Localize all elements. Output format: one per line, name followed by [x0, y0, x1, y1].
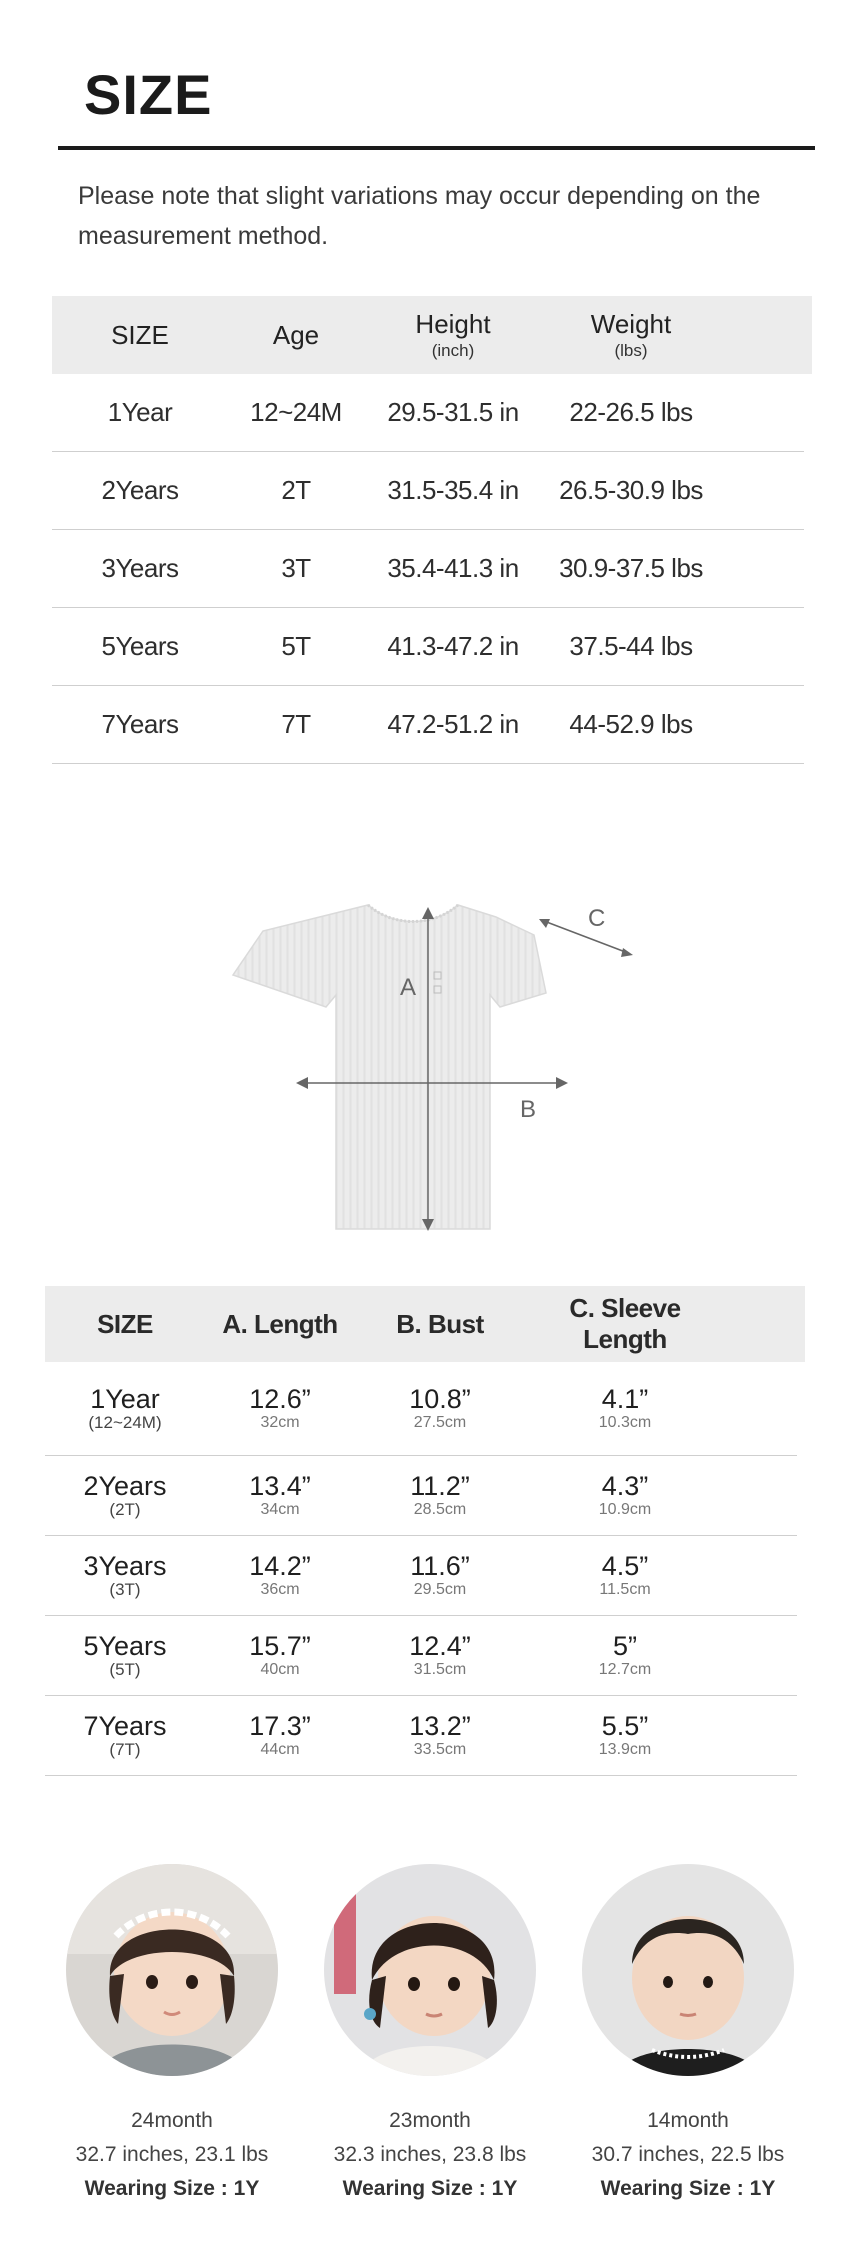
weight-cell: 22-26.5 lbs — [569, 397, 693, 427]
model-wearing-size: Wearing Size : 1Y — [84, 2177, 260, 2200]
header-sleeve-length: C. Sleeve Length — [569, 1293, 681, 1354]
model-card — [57, 1864, 287, 2206]
weight-cell: 44-52.9 lbs — [569, 709, 693, 739]
measurement-table-header — [45, 1286, 805, 1362]
length-cell — [205, 1632, 355, 1680]
bust-cm: 27.5cm — [413, 1413, 467, 1431]
length-inch: 15.7” — [249, 1630, 311, 1661]
model-wearing-size: Wearing Size : 1Y — [342, 2177, 518, 2200]
model-age: 14month — [647, 2109, 729, 2132]
length-inch: 14.2” — [249, 1550, 311, 1581]
sleeve-inch: 5” — [612, 1630, 637, 1661]
length-cm: 36cm — [260, 1580, 300, 1598]
height-cell: 41.3-47.2 in — [387, 631, 519, 661]
table-row — [45, 1616, 797, 1696]
model-photo — [66, 1864, 278, 2076]
size-label: 7Years — [83, 1710, 167, 1741]
bust-cm: 29.5cm — [413, 1580, 467, 1598]
size-age-table — [52, 296, 812, 764]
height-cell: 29.5-31.5 in — [387, 397, 519, 427]
table-row — [45, 1362, 797, 1456]
bust-inch: 10.8” — [409, 1383, 471, 1414]
weight-cell: 30.9-37.5 lbs — [559, 553, 703, 583]
size-label: 2Years — [83, 1470, 167, 1501]
measurement-note: Please note that slight variations may occur depending on the measurement method. — [78, 182, 761, 250]
bust-cell — [355, 1385, 525, 1433]
weight-cell: 26.5-30.9 lbs — [559, 475, 703, 505]
height-cell: 31.5-35.4 in — [387, 475, 519, 505]
sleeve-cell — [525, 1385, 725, 1433]
model-photo — [324, 1864, 536, 2076]
header-weight — [542, 309, 720, 361]
header-height — [364, 309, 542, 361]
bust-cell — [355, 1712, 525, 1760]
garment-diagram — [228, 895, 648, 1245]
age-cell: 3T — [281, 553, 311, 583]
size-cell: 1Year — [107, 397, 173, 427]
size-cell — [45, 1552, 205, 1600]
sleeve-inch: 4.3” — [601, 1470, 649, 1501]
model-measurements: 32.3 inches, 23.8 lbs — [333, 2143, 527, 2166]
sleeve-cm: 12.7cm — [598, 1660, 652, 1678]
table-row — [52, 686, 804, 764]
length-cm: 40cm — [260, 1660, 300, 1678]
table-row — [52, 530, 804, 608]
sleeve-cell — [525, 1472, 725, 1520]
sleeve-arrow — [544, 921, 628, 953]
length-inch: 13.4” — [249, 1470, 311, 1501]
weight-cell: 37.5-44 lbs — [569, 631, 693, 661]
age-cell: 5T — [281, 631, 311, 661]
age-cell: 2T — [281, 475, 311, 505]
size-cell — [45, 1632, 205, 1680]
bust-cell — [355, 1552, 525, 1600]
model-card — [315, 1864, 545, 2206]
bust-cell — [355, 1632, 525, 1680]
size-cell — [45, 1712, 205, 1760]
model-wearing-size: Wearing Size : 1Y — [600, 2177, 776, 2200]
model-card — [573, 1864, 803, 2206]
size-cell — [45, 1385, 205, 1433]
size-label: 5Years — [83, 1630, 167, 1661]
length-inch: 12.6” — [249, 1383, 311, 1414]
title-divider — [58, 146, 815, 150]
length-inch: 17.3” — [249, 1710, 311, 1741]
size-label: 3Years — [83, 1550, 167, 1581]
sleeve-inch: 5.5” — [601, 1710, 649, 1741]
header-age: Age — [272, 319, 320, 350]
header-length: A. Length — [222, 1308, 338, 1339]
size-label: 1Year — [90, 1383, 160, 1414]
size-sub: (2T) — [109, 1499, 141, 1519]
tshirt-body — [233, 905, 546, 1229]
size-sub: (3T) — [109, 1579, 141, 1599]
size-sub: (5T) — [109, 1659, 141, 1679]
height-cell: 47.2-51.2 in — [387, 709, 519, 739]
sleeve-cell — [525, 1712, 725, 1760]
header-bust: B. Bust — [396, 1308, 484, 1339]
bust-cm: 31.5cm — [413, 1660, 467, 1678]
header-weight-label: Weight — [590, 309, 672, 339]
model-age: 23month — [389, 2109, 471, 2132]
size-sub: (12~24M) — [88, 1412, 162, 1432]
sleeve-inch: 4.5” — [601, 1550, 649, 1581]
size-cell: 3Years — [101, 553, 179, 583]
size-age-table-header — [52, 296, 812, 374]
length-cell — [205, 1385, 355, 1433]
bust-inch: 11.2” — [410, 1470, 470, 1501]
size-cell — [45, 1472, 205, 1520]
table-row — [45, 1696, 797, 1776]
bust-cell — [355, 1472, 525, 1520]
label-c: C — [588, 905, 606, 932]
measurement-table — [45, 1286, 805, 1776]
model-age: 24month — [131, 2109, 213, 2132]
sleeve-inch: 4.1” — [601, 1383, 649, 1414]
model-measurements: 32.7 inches, 23.1 lbs — [75, 2143, 269, 2166]
model-photo — [582, 1864, 794, 2076]
table-row — [52, 374, 804, 452]
age-cell: 7T — [281, 709, 311, 739]
length-cm: 34cm — [260, 1500, 300, 1518]
header-height-unit: (inch) — [431, 341, 475, 360]
label-b: B — [520, 1096, 537, 1123]
size-cell: 2Years — [101, 475, 179, 505]
header-height-label: Height — [415, 309, 491, 339]
length-cell — [205, 1472, 355, 1520]
size-sub: (7T) — [109, 1739, 141, 1759]
sleeve-cell — [525, 1632, 725, 1680]
height-cell: 35.4-41.3 in — [387, 553, 519, 583]
age-cell: 12~24M — [250, 397, 342, 427]
sleeve-cm: 11.5cm — [599, 1580, 651, 1598]
table-row — [45, 1456, 797, 1536]
length-cell — [205, 1712, 355, 1760]
bust-inch: 11.6” — [410, 1550, 470, 1581]
table-row — [52, 608, 804, 686]
sleeve-cm: 10.9cm — [598, 1500, 652, 1518]
sleeve-cm: 10.3cm — [598, 1413, 652, 1431]
table-row — [45, 1536, 797, 1616]
length-cm: 44cm — [260, 1740, 300, 1758]
header-size: SIZE — [97, 1308, 153, 1339]
length-cm: 32cm — [260, 1413, 300, 1431]
model-measurements: 30.7 inches, 22.5 lbs — [591, 2143, 785, 2166]
table-row — [52, 452, 804, 530]
size-cell: 7Years — [101, 709, 179, 739]
sleeve-cell — [525, 1552, 725, 1600]
header-weight-unit: (lbs) — [614, 341, 648, 360]
bust-inch: 12.4” — [409, 1630, 471, 1661]
page-title: SIZE — [84, 63, 213, 126]
length-cell — [205, 1552, 355, 1600]
label-a: A — [400, 974, 417, 1001]
header-size: SIZE — [111, 319, 169, 350]
bust-inch: 13.2” — [409, 1710, 471, 1741]
bust-cm: 28.5cm — [413, 1500, 467, 1518]
bust-cm: 33.5cm — [413, 1740, 467, 1758]
sleeve-cm: 13.9cm — [598, 1740, 652, 1758]
size-cell: 5Years — [101, 631, 179, 661]
